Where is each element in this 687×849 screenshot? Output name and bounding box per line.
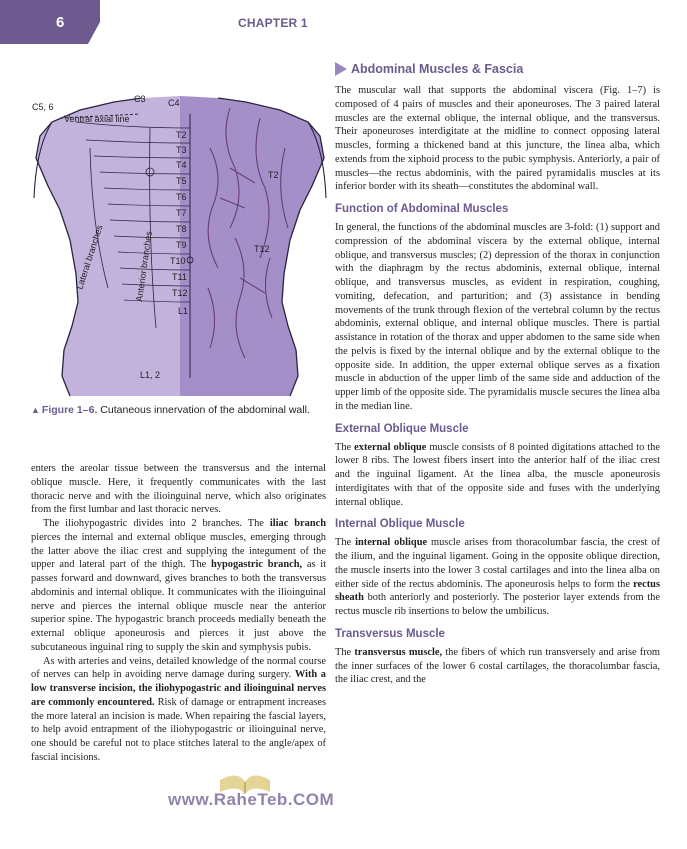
heading-internal-oblique: Internal Oblique Muscle: [335, 518, 465, 531]
label-t6: T6: [176, 192, 187, 202]
label-t9: T9: [176, 240, 187, 250]
label-l12: L1, 2: [140, 370, 161, 380]
caption-text: Cutaneous innervation of the abdominal wall.: [100, 404, 310, 416]
label-t5: T5: [176, 176, 187, 186]
torso-right-half: [180, 96, 324, 396]
paragraph-iliohypogastric: The iliohypogastric divides into 2 branches. The iliac branch pierces the internal and external oblique muscles, emerging through the latter above the iliac crest and supplying the integument of the upper and lateral part of the thigh. The hypogastric branch, as it passes forward and downward, gives branches to both the transversus abdominis and internal oblique. It communicates with the ilioinguinal nerve and pierces the internal oblique muscle near the anterior superior spine. The hypogastric branch proceeds medially beneath the external oblique aponeurosis and pierces it just above the subcutaneous inguinal ring to supply the skin and symphysis pubis.: [31, 518, 327, 653]
label-ventral-axial-line: Ventral axial line: [64, 114, 130, 124]
header-notch: [88, 22, 112, 44]
label-c56: C5, 6: [32, 102, 54, 112]
paragraph-nerve-damage: As with arteries and veins, detailed knowledge of the normal course of nerves can help in avoiding nerve damage during surgery. With a low transverse incision, the iliohypogastric and ilioinguinal nerves are commonly encountered. Risk of damage or entrapment increases the more lateral an incision is made. When repairing the fascial layers, to help avoid entrapment of the iliohypogastric or ilioinguinal nerve, one should be careful not to place stitches lateral to the angle/apex of fascial incisions.: [31, 655, 327, 763]
figure-cutaneous-innervation: [30, 88, 330, 396]
section-heading-abdominal-muscles: Abdominal Muscles & Fascia: [335, 62, 660, 76]
right-column: [335, 62, 660, 687]
caption-triangle-icon: ▲: [31, 405, 40, 415]
label-t7: T7: [176, 208, 187, 218]
paragraph-areolar: enters the areolar tissue between the transversus and the internal oblique muscle. Here, it frequently communicates with the last thoracic nerve and with the ilioinguinal nerve, which also originates from the first lumbar and last thoracic nerves.: [31, 463, 326, 516]
heading-function: Function of Abdominal Muscles: [335, 203, 509, 215]
label-t8: T8: [176, 224, 187, 234]
label-l1: L1: [178, 306, 189, 316]
label-t3: T3: [176, 145, 187, 155]
paragraph-transversus: The transversus muscle, the fibers of which run transversely and arise from the inner surfaces of the lower 6 costal cartilages, the thoracolumbar fascia, the iliac crest, and the: [335, 646, 660, 686]
heading-arrow-icon: [335, 62, 347, 76]
label-anterior-branches: Anterior branches: [134, 230, 154, 303]
page-number: 6: [56, 14, 65, 31]
label-t12: T12: [172, 288, 188, 298]
label-t11: T11: [172, 272, 187, 282]
paragraph-internal-oblique: The internal oblique muscle arises from thoracolumbar fascia, the crest of the ilium, and the inguinal ligament. Going in the opposite oblique direction, the muscle inserts into the lower 3 costal cartilages and into the linea alba on either side of the rectus abdominis. The aponeurosis helps to form the rectus sheath both anteriorly and posteriorly. The posterior layer extends from the rectus muscle rib insertions to below the umbilicus.: [335, 537, 660, 617]
chapter-heading: CHAPTER 1: [238, 16, 308, 30]
label-c4: C4: [168, 98, 180, 108]
figure-caption: [31, 403, 326, 417]
caption-number: Figure 1–6.: [41, 404, 98, 416]
label-t4: T4: [176, 160, 187, 170]
watermark-text: www.RaheTeb.COM: [168, 790, 335, 809]
heading-external-oblique: External Oblique Muscle: [335, 422, 469, 435]
left-column: [31, 462, 326, 765]
heading-transversus: Transversus Muscle: [335, 627, 445, 640]
label-t2-right: T2: [268, 170, 279, 180]
paragraph-function: In general, the functions of the abdominal muscles are 3-fold: (1) support and compression of the abdominal viscera by the external oblique, internal oblique, and transversus muscles; (2) depression of the thorax in conjunction with the diaphragm by the rectus abdominis, external oblique, internal oblique, and transversus muscles, as evident in respiration, coughing, vomiting, defecation, and parturition; and (3) assistance in bending movements of the trunk through flexion of the vertebral column by the rectus abdominis, external oblique, and internal oblique muscles. There is partial assistance in rotation of the thorax and upper abdomen to the same side when the pelvis is fixed by the internal oblique and by the external oblique to the opposite side. In addition, the upper external oblique serves as a fixation muscle in abduction of the upper limb of the same side and adduction of the upper limb of the opposite side. The pyramidalis muscle secures the linea alba in the median line.: [335, 222, 661, 412]
header-band: [0, 0, 100, 44]
label-t12-right: T12: [254, 244, 270, 254]
label-c3: C3: [134, 94, 146, 104]
label-t2: T2: [176, 130, 187, 140]
label-lateral-branches: Lateral branches: [74, 223, 105, 291]
paragraph-external-oblique: The external oblique muscle consists of 8 pointed digitations attached to the lower 8 ribs. The lowest fibers insert into the anterior half of the iliac crest and the inguinal ligament. At the linea alba, the muscle aponeurosis interdigitates with that of the opposite side and fuses with the underlying internal oblique.: [335, 441, 660, 508]
paragraph-muscular-wall: The muscular wall that supports the abdominal viscera (Fig. 1–7) is composed of 4 pairs of muscles and their aponeuroses. The 3 paired lateral muscles are the external oblique, the internal oblique, and the transversus. Their aponeuroses interdigitate at the midline to connect opposing lateral muscles, forming a thickened band at this juncture, the linea alba, which extends from the xiphoid process to the pubic symphysis. Anteriorly, a pair of muscles—the rectus abdominis, with the paired pyramidalis muscles at its inferior border with its sheath—constitutes the abdominal wall.: [335, 85, 660, 193]
watermark-logo: [150, 752, 340, 824]
label-t10: T10: [170, 256, 186, 266]
